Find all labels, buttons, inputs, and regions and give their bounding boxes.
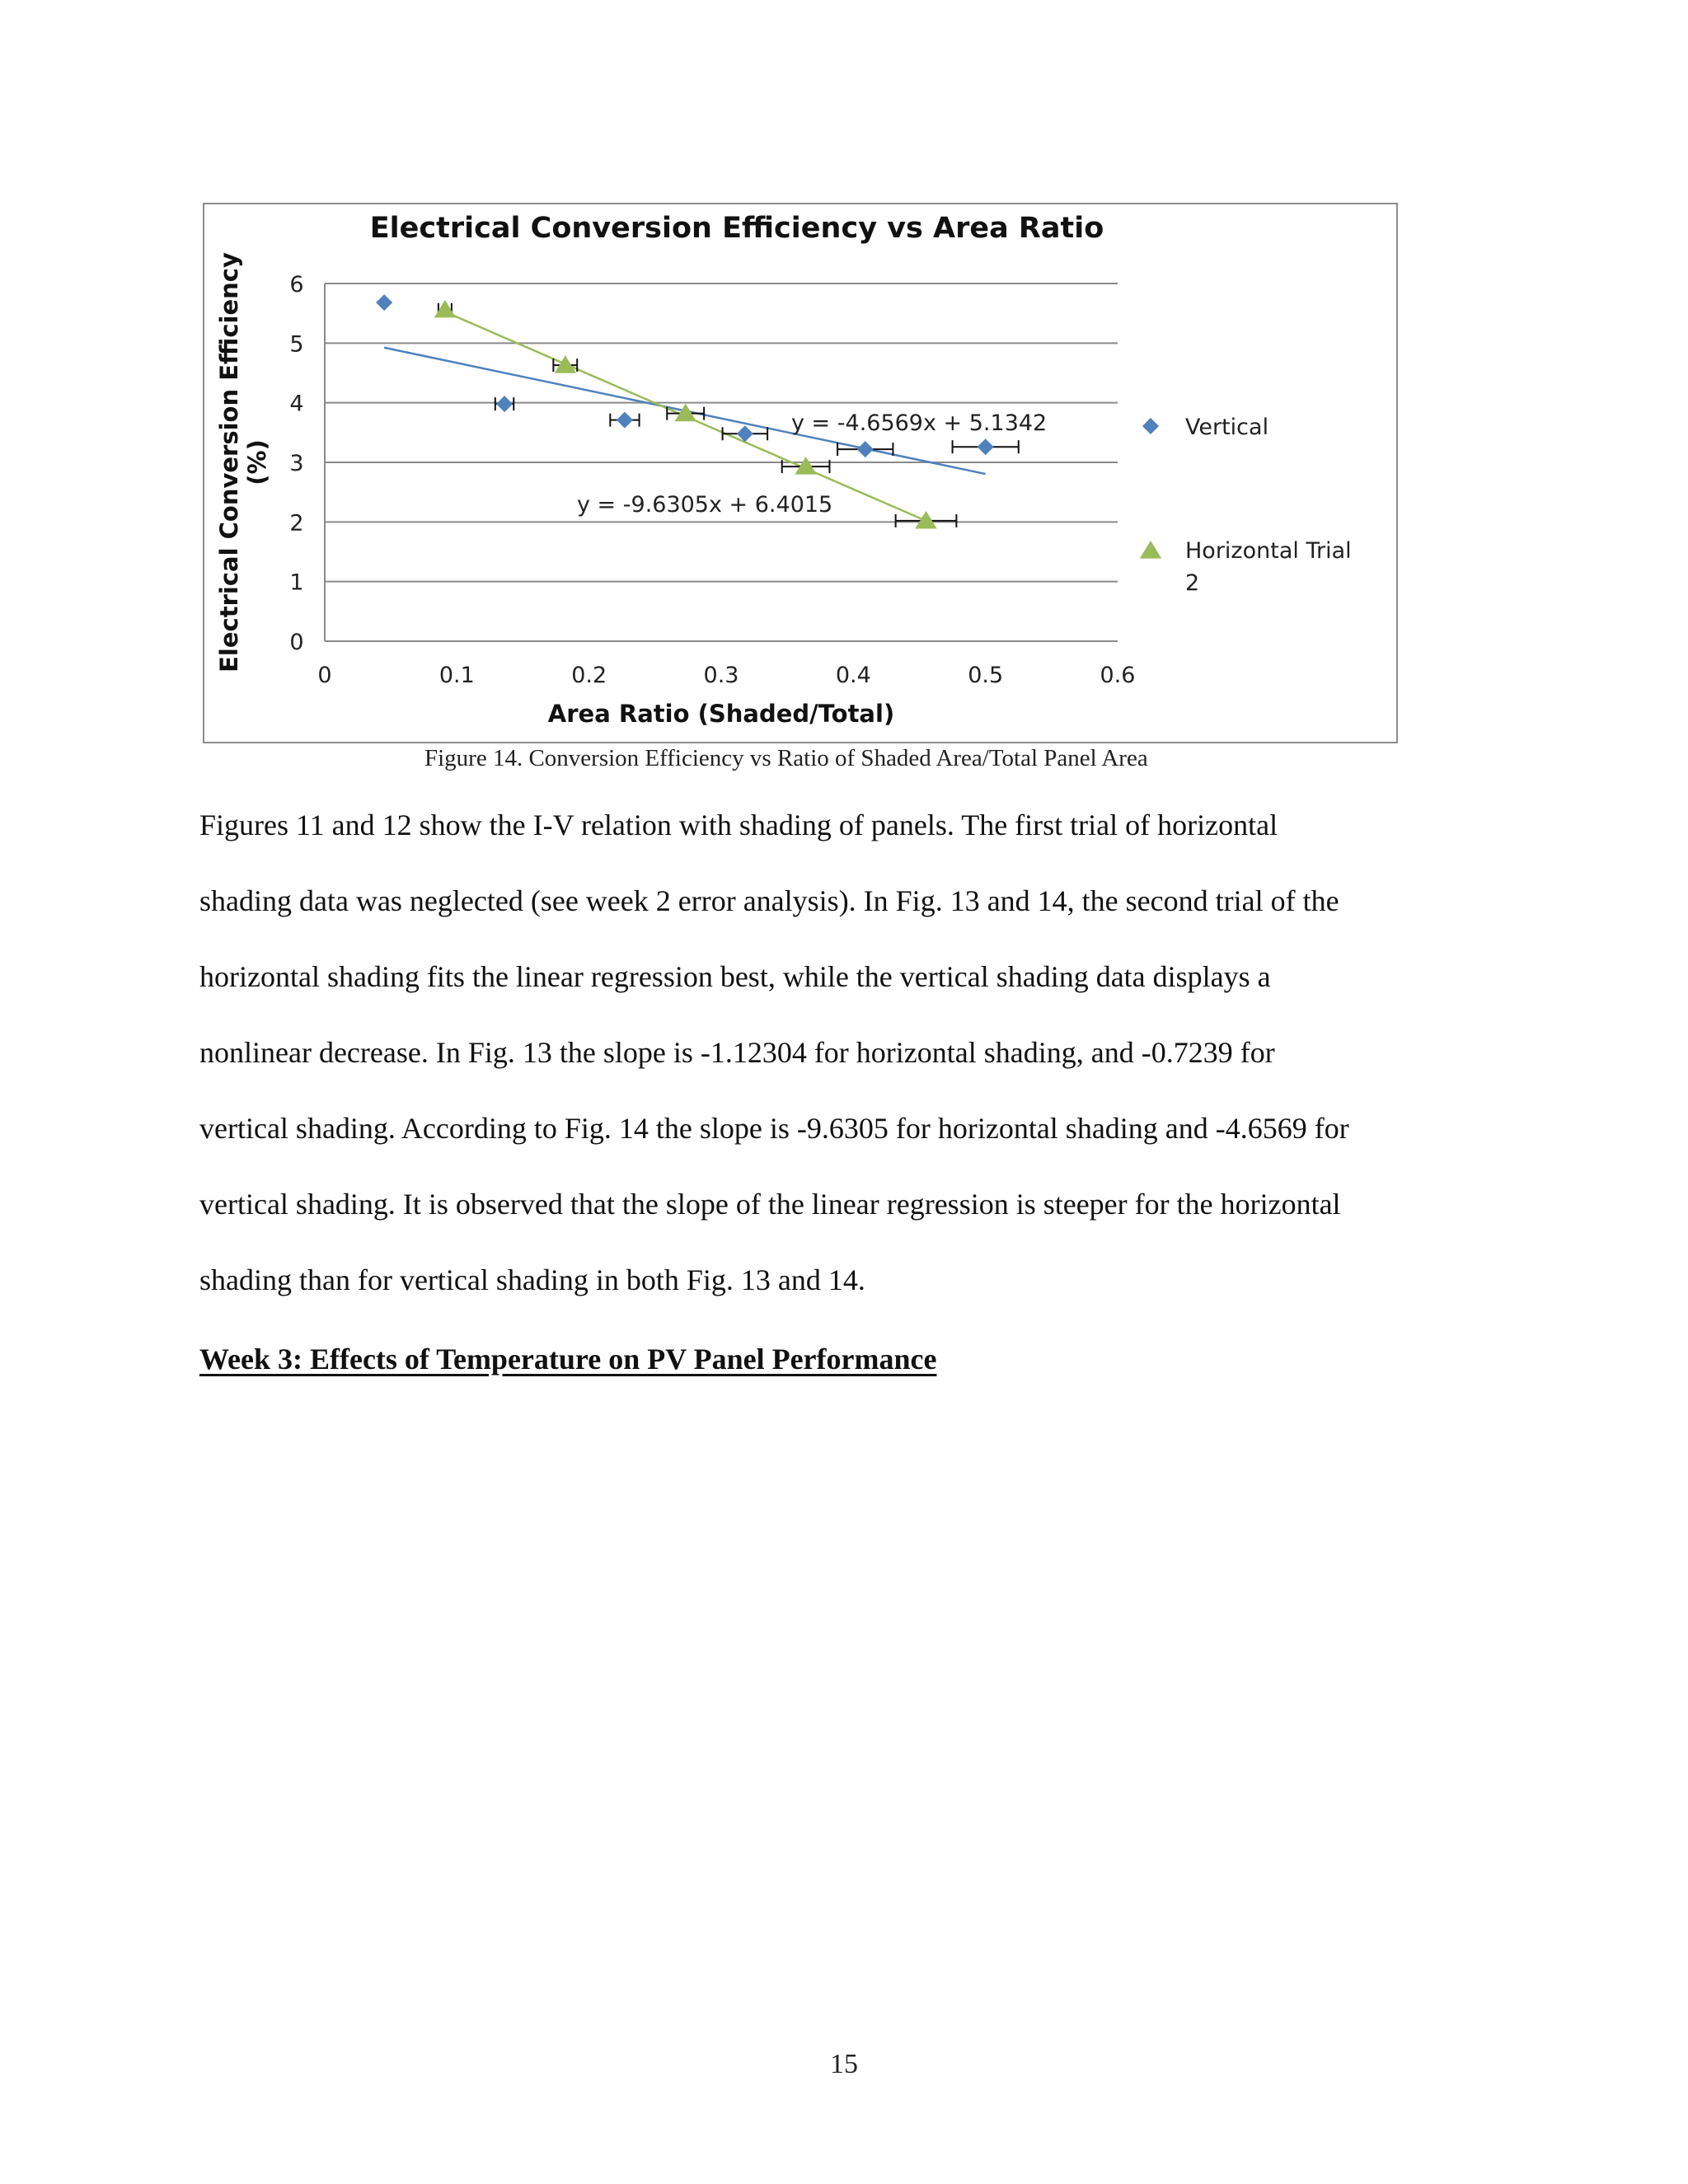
data-point-triangle — [434, 300, 456, 318]
y-tick-label: 1 — [289, 569, 304, 596]
y-tick-label: 5 — [289, 331, 304, 358]
legend-label-horizontal-line2: 2 — [1185, 570, 1200, 596]
paragraph-line: nonlinear decrease. In Fig. 13 the slope is -1.12304 for horizontal shading, and -0.7239 for — [199, 1036, 1275, 1069]
paragraph-line: Figures 11 and 12 show the I-V relation with shading of panels. The first trial of horizontal — [199, 808, 1278, 841]
y-tick-label: 0 — [289, 630, 304, 655]
y-axis-label-unit: (%) — [243, 439, 271, 485]
chart-svg — [204, 204, 1396, 742]
data-point-diamond — [857, 441, 874, 457]
y-axis-label: Electrical Conversion Efficiency — [215, 252, 243, 673]
legend-label-horizontal: Horizontal Trial — [1185, 538, 1352, 564]
data-point-triangle — [1140, 541, 1161, 559]
chart-figure — [203, 203, 1398, 743]
trendline-label-vertical: y = -4.6569x + 5.1342 — [791, 410, 1048, 436]
x-tick-label: 0.1 — [438, 663, 475, 688]
trendline-label-horizontal: y = -9.6305x + 6.4015 — [577, 492, 833, 518]
paragraph-line: shading than for vertical shading in both Fig. 13 and 14. — [199, 1263, 865, 1296]
x-axis-label: Area Ratio (Shaded/Total) — [547, 700, 895, 728]
chart-title: Electrical Conversion Efficiency vs Area Ratio — [369, 212, 1104, 245]
y-tick-label: 6 — [289, 272, 304, 298]
paragraph-line: horizontal shading fits the linear regression best, while the vertical shading data displays a — [199, 960, 1271, 993]
data-point-diamond — [1142, 418, 1159, 434]
x-tick-label: 0.6 — [1100, 663, 1136, 688]
x-tick-label: 0.4 — [835, 663, 871, 688]
data-point-diamond — [978, 438, 994, 455]
data-point-diamond — [496, 396, 513, 412]
x-tick-label: 0.5 — [968, 663, 1004, 688]
figure-caption: Figure 14. Conversion Efficiency vs Ratio of Shaded Area/Total Panel Area — [424, 745, 1148, 771]
data-point-diamond — [617, 412, 633, 429]
paragraph-line: vertical shading. It is observed that the slope of the linear regression is steeper for the horizontal — [199, 1188, 1341, 1221]
y-tick-label: 2 — [289, 510, 304, 537]
data-point-triangle — [555, 355, 576, 373]
data-point-diamond — [376, 294, 392, 311]
paragraph-line: shading data was neglected (see week 2 error analysis). In Fig. 13 and 14, the second trial of the — [199, 884, 1339, 917]
y-tick-label: 3 — [289, 451, 304, 476]
x-tick-label: 0.3 — [703, 663, 739, 688]
x-tick-label: 0 — [317, 663, 332, 688]
y-tick-label: 4 — [289, 391, 304, 417]
data-point-triangle — [915, 511, 936, 529]
page-number: 15 — [830, 2049, 858, 2079]
section-heading: Week 3: Effects of Temperature on PV Panel Performance — [199, 1343, 937, 1376]
legend-label-vertical: Vertical — [1185, 415, 1269, 440]
x-tick-label: 0.2 — [571, 663, 607, 688]
paragraph-line: vertical shading. According to Fig. 14 the slope is -9.6305 for horizontal shading and -4.6569 for — [199, 1112, 1349, 1145]
